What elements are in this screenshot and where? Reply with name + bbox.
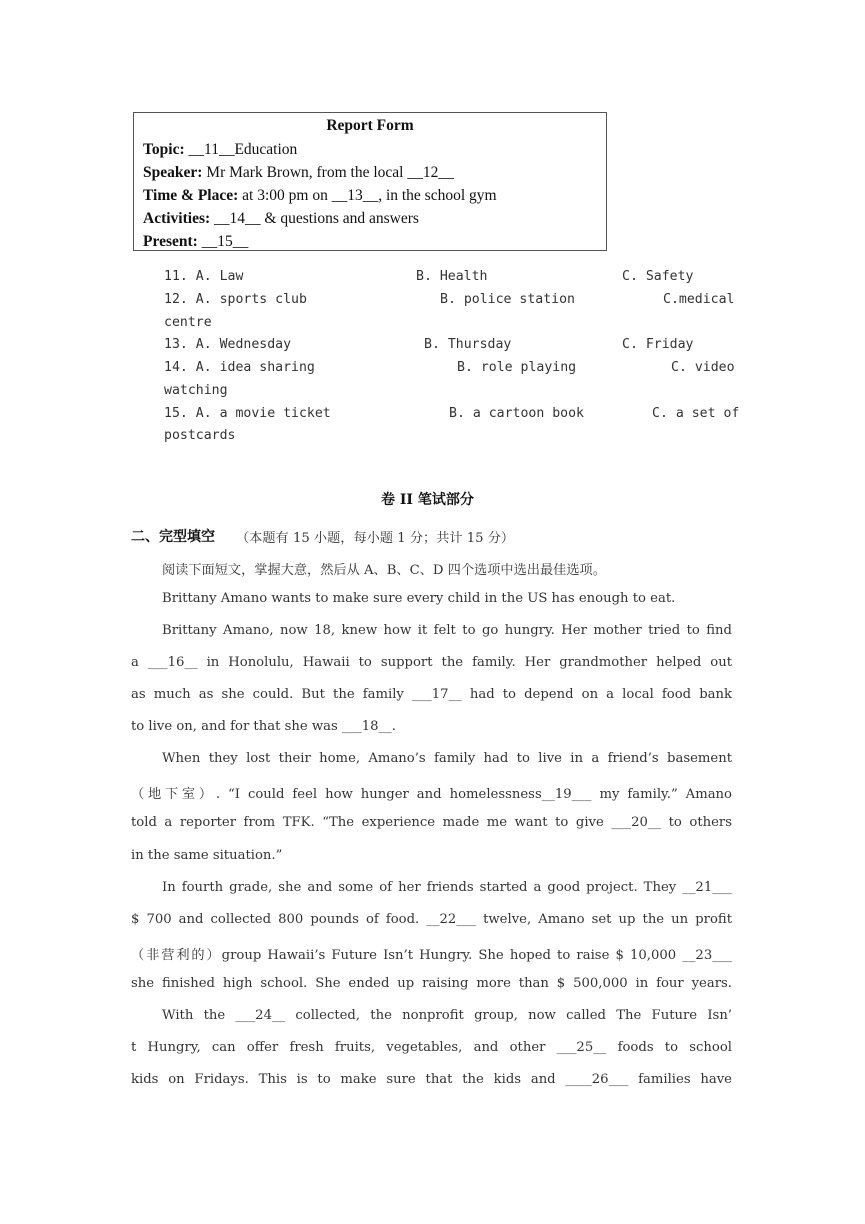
time-place-row <box>143 187 497 205</box>
speaker-label: Speaker: <box>143 164 203 181</box>
passage-line: to live on, and for that she was ___18__. <box>131 719 396 734</box>
present-row <box>143 233 248 251</box>
speaker-value: Mr Mark Brown, from the local __12__ <box>202 164 454 181</box>
report-form-title: Report Form <box>326 117 414 134</box>
q12-option-b: B. police station <box>440 292 575 307</box>
q12-option-a: 12. A. sports club <box>164 292 307 307</box>
speaker-row <box>143 164 454 182</box>
passage-line: a ___16__ in Honolulu, Hawaii to support the family. Her grandmother helped out <box>131 655 732 670</box>
passage-line: （非营利的）group Hawaii’s Future Isn’t Hungry. She hoped to raise $ 10,000 __23___ <box>131 948 732 963</box>
passage-line: Brittany Amano, now 18, knew how it felt to go hungry. Her mother tried to find <box>162 623 732 638</box>
activities-label: Activities: <box>143 210 211 227</box>
passage-line: In fourth grade, she and some of her friends started a good project. They __21___ <box>162 880 732 895</box>
q13-option-b: B. Thursday <box>424 337 512 352</box>
passage-line: With the ___24__ collected, the nonprofit group, now called The Future Isn’ <box>162 1008 732 1023</box>
q11-option-a: 11. A. Law <box>164 269 244 284</box>
q12-wrap: centre <box>164 315 212 330</box>
time-place-value: at 3:00 pm on __13__, in the school gym <box>238 187 497 204</box>
q15-option-a: 15. A. a movie ticket <box>164 406 331 421</box>
q13-option-a: 13. A. Wednesday <box>164 337 292 352</box>
part-title: 卷 II 笔试部分 <box>381 492 474 508</box>
topic-value: __11__Education <box>184 141 298 158</box>
passage-line: kids on Fridays. This is to make sure that the kids and ____26___ families have <box>131 1072 732 1087</box>
q14-option-b: B. role playing <box>457 360 577 375</box>
passage-line: t Hungry, can offer fresh fruits, vegetables, and other ___25__ foods to school <box>131 1040 732 1055</box>
report-form <box>133 112 607 251</box>
q11-option-b: B. Health <box>416 269 488 284</box>
q13-option-c: C. Friday <box>622 337 694 352</box>
q11-option-c: C. Safety <box>622 269 694 284</box>
passage-line: told a reporter from TFK. “The experience made me want to give ___20__ to others <box>131 815 732 830</box>
q14-wrap: watching <box>164 383 228 398</box>
section-instruction: 阅读下面短文，掌握大意，然后从 A、B、C、D 四个选项中选出最佳选项。 <box>162 563 606 578</box>
q14-option-a: 14. A. idea sharing <box>164 360 315 375</box>
q15-option-b: B. a cartoon book <box>449 406 584 421</box>
passage-line: as much as she could. But the family ___17__ had to depend on a local food bank <box>131 687 732 702</box>
present-label: Present: <box>143 233 198 250</box>
section-title: 二、完型填空 <box>131 529 215 545</box>
activities-value: __14__ & questions and answers <box>210 210 419 227</box>
passage-line: Brittany Amano wants to make sure every child in the US has enough to eat. <box>162 591 676 606</box>
activities-row <box>143 210 419 228</box>
topic-label: Topic: <box>143 141 185 158</box>
present-value: __15__ <box>197 233 249 250</box>
passage-line: she finished high school. She ended up raising more than $ 500,000 in four years. <box>131 976 732 991</box>
q15-option-c: C. a set of <box>652 406 740 421</box>
q15-wrap: postcards <box>164 428 236 443</box>
q12-option-c: C.medical <box>663 292 735 307</box>
q14-option-c: C. video <box>671 360 735 375</box>
passage-line: When they lost their home, Amano’s family had to live in a friend’s basement <box>162 751 732 766</box>
passage-line: （地下室）. “I could feel how hunger and homelessness__19___ my family.” Amano <box>131 787 732 802</box>
time-place-label: Time & Place: <box>143 187 239 204</box>
section-note: （本题有 15 小题，每小题 1 分；共计 15 分） <box>236 531 515 546</box>
passage-line: $ 700 and collected 800 pounds of food. __22___ twelve, Amano set up the un profit <box>131 912 732 927</box>
passage-line: in the same situation.” <box>131 848 283 863</box>
topic-row <box>143 141 297 159</box>
